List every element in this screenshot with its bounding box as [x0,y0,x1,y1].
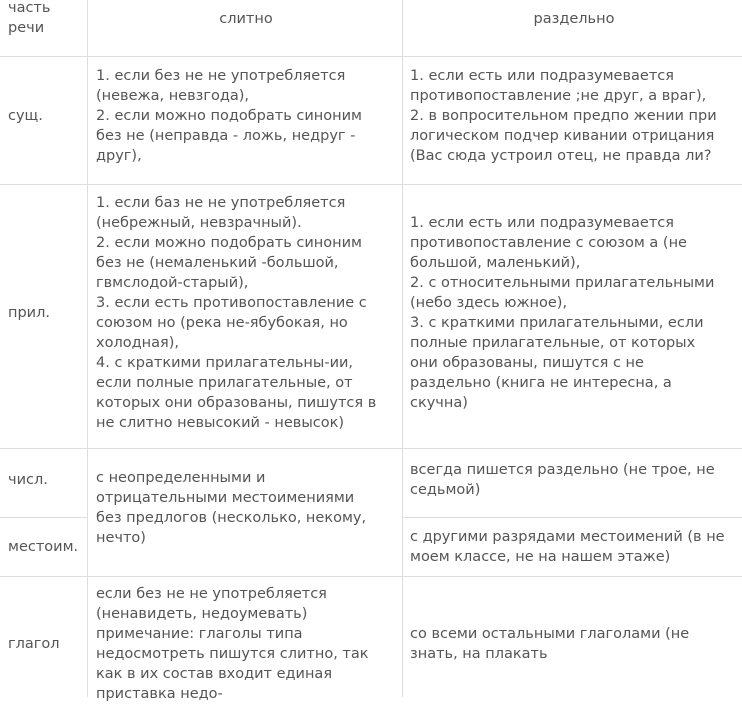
adjective-together-rule: 1. если баз не не употребляется (небрежный, невзрачный). 2. если можно подобрать синоним без не (немаленький -большой, гвмслодой-старый), 3. если есть противопоставление с союзом но (река не-ябубокая, но холодная), 4. с краткими прилагательны-ии, если полные прилагательные, от которых они образованы, пишутся в не слитно невысокий - невысок) [96,195,377,431]
noun-together-rule: 1. если без не не употребляется (невежа, невзгода), 2. если можно подобрать синоним без не (неправда - ложь, недруг - друг), [96,68,362,164]
row-label-pronoun: местоим. [8,539,79,555]
header-separately: раздельно [533,11,615,27]
numeral-pronoun-together-rule: с неопределенными и отрицательными местоимениями без предлогов (несколько, некому, нечто) [96,470,367,546]
row-divider [0,576,742,577]
numeral-separately-rule: всегда пишется раздельно (не трое, не седьмой) [410,462,715,498]
column-divider [87,0,88,697]
header-part-of-speech: часть речи [8,0,51,36]
adjective-separately-rule: 1. если есть или подразумевается противопоставление с союзом а (не большой, маленький), 2. с относительными прилагательными (небо здесь южное), 3. с краткими прилагательными, если полные прилагательные, от которых они образованы, пишутся с не раздельно (книга не интересна, а скучна) [410,215,715,411]
row-divider [0,56,742,57]
row-divider [0,517,88,518]
verb-together-rule: если без не не употребляется (ненавидеть, недоумевать) примечание: глаголы типа недосмотреть пишутся слитно, так как в их состав входит единая приставка недо- [96,586,369,702]
row-label-adjective: прил. [8,305,50,321]
row-label-noun: сущ. [8,108,43,124]
row-divider [0,448,742,449]
row-divider [402,517,742,518]
pronoun-separately-rule: с другими разрядами местоимений (в не моем классе, не на нашем этаже) [410,529,725,565]
row-label-numeral: числ. [8,472,48,488]
header-together: слитно [219,11,273,27]
noun-separately-rule: 1. если есть или подразумевается противопоставление ;не друг, а враг), 2. в вопросительном предпо жении при логическом подчер кивании отрицания (Вас сюда устроил отец, не правда ли? [410,68,717,164]
verb-separately-rule: со всеми остальными глаголами (не знать, на плакать [410,626,690,662]
row-label-verb: глагол [8,636,60,652]
column-divider [402,0,403,697]
row-divider [0,184,742,185]
